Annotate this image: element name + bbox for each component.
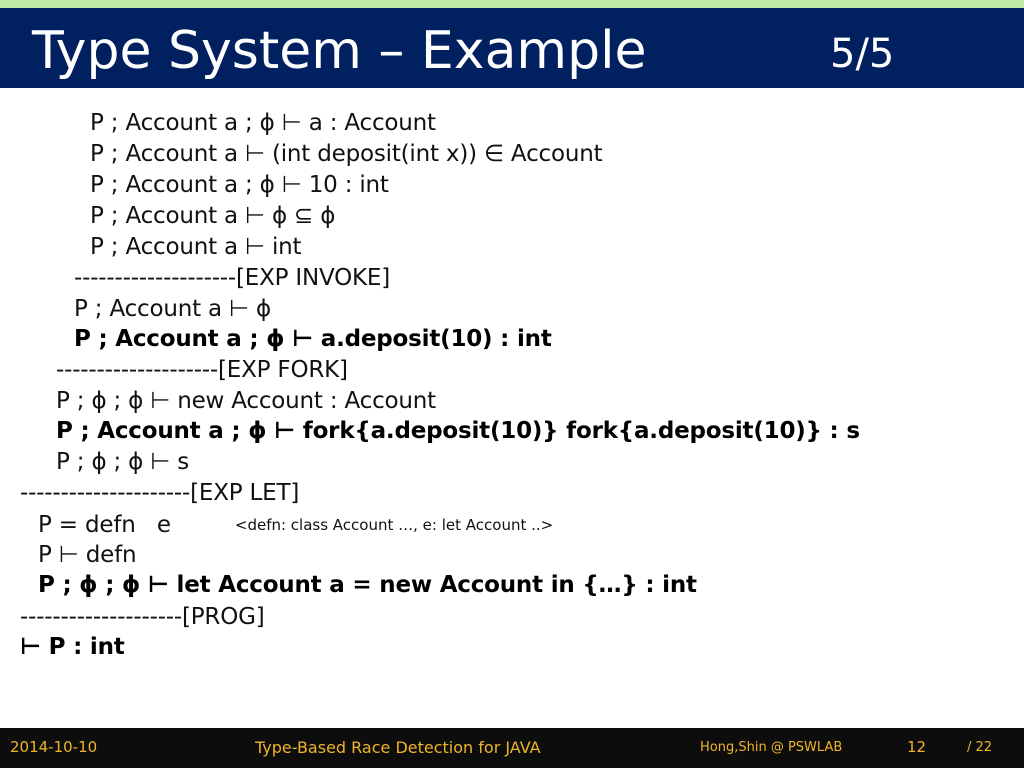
rule-separator-prog: --------------------[PROG]: [20, 604, 265, 630]
definition-note: <defn: class Account …, e: let Account ..>: [234, 516, 554, 534]
judgment-line: P ; Account a ⊢ (int deposit(int x)) ∈ Account: [90, 141, 603, 167]
judgment-line-conclusion: P ; Account a ; ϕ ⊢ fork{a.deposit(10)} fork{a.deposit(10)} : s: [56, 418, 860, 444]
footer-presentation-title: Type-Based Race Detection for JAVA: [255, 738, 541, 757]
title-bar: [0, 8, 1024, 88]
judgment-line: P ; Account a ⊢ int: [90, 234, 302, 260]
judgment-line: P ; Account a ; ϕ ⊢ 10 : int: [90, 172, 389, 198]
slide-page-label: 5/5: [830, 31, 895, 77]
judgment-line: P ; Account a ; ϕ ⊢ a : Account: [90, 110, 436, 136]
footer-author: Hong,Shin @ PSWLAB: [700, 740, 843, 755]
judgment-line: [38, 510, 553, 540]
slide-footer: [0, 728, 1024, 768]
judgment-line-conclusion: P ; ϕ ; ϕ ⊢ let Account a = new Account in {…} : int: [38, 572, 697, 598]
footer-page-number: 12: [907, 738, 927, 756]
final-judgment: ⊢ P : int: [20, 634, 125, 660]
program-definition: P = defn e: [38, 512, 171, 538]
rule-separator-exp-let: ---------------------[EXP LET]: [20, 480, 300, 506]
top-accent-bar: [0, 0, 1024, 8]
rule-separator-exp-fork: --------------------[EXP FORK]: [56, 357, 348, 383]
rule-separator-exp-invoke: --------------------[EXP INVOKE]: [74, 265, 391, 291]
judgment-line-conclusion: P ; Account a ; ϕ ⊢ a.deposit(10) : int: [74, 326, 552, 352]
judgment-line: P ⊢ defn: [38, 542, 137, 568]
footer-total-pages: / 22: [967, 740, 993, 755]
slide-title: Type System – Example: [32, 21, 647, 81]
judgment-line: P ; ϕ ; ϕ ⊢ s: [56, 449, 189, 475]
judgment-line: P ; Account a ⊢ ϕ: [74, 296, 271, 322]
judgment-line: P ; Account a ⊢ ϕ ⊆ ϕ: [90, 203, 336, 229]
judgment-line: P ; ϕ ; ϕ ⊢ new Account : Account: [56, 388, 436, 414]
footer-date: 2014-10-10: [10, 738, 98, 756]
